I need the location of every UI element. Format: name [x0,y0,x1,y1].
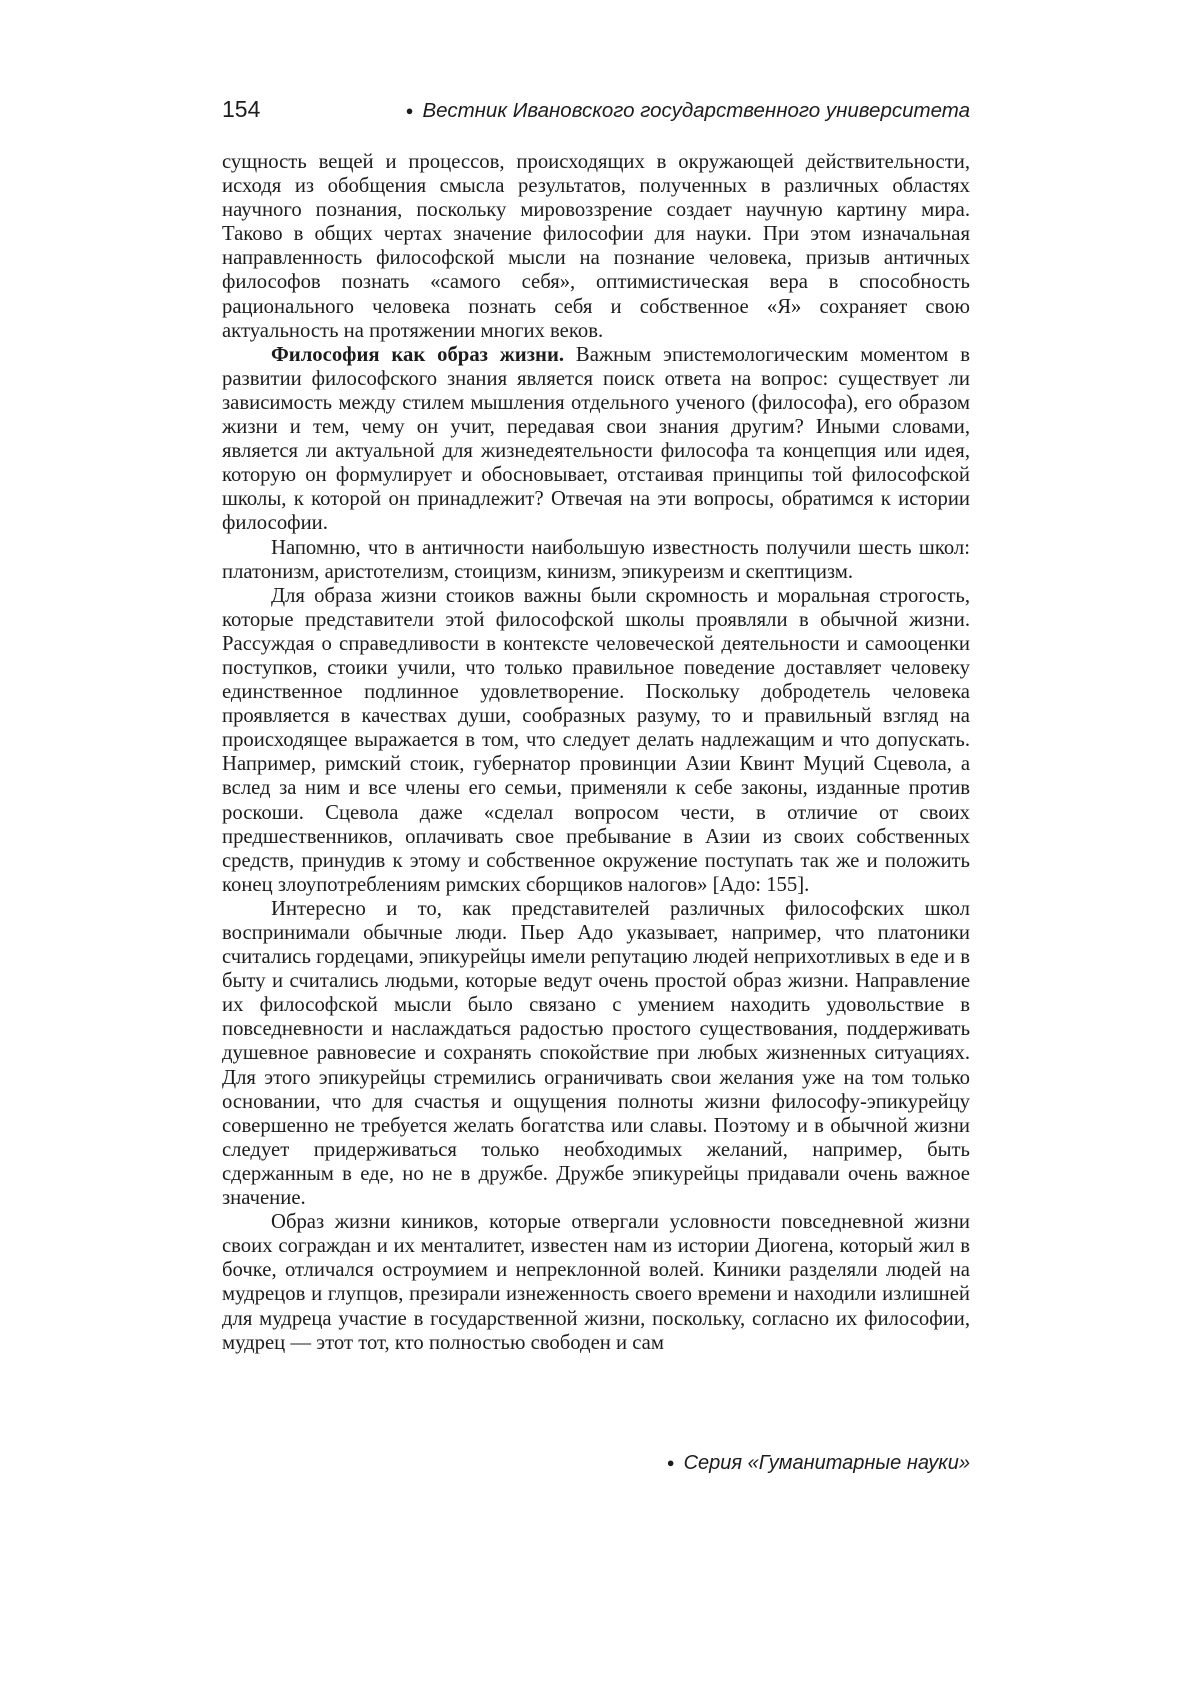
page-footer [667,1452,970,1475]
paragraph: Для образа жизни стоиков важны были скромность и моральная строгость, которые представители этой философской школы проявляли в обычной жизни. Рассуждая о справедливости в контексте человеческой деятельности и самооценки поступков, стоики учили, что только правильное поведение доставляет человеку единственное подлинное удовлетворение. Поскольку добродетель человека проявляется в качествах души, сообразных разуму, то и правильный взгляд на происходящее выражается в том, что следует делать надлежащим и что допускать. Например, римский стоик, губернатор провинции Азии Квинт Муций Сцевола, а вслед за ним и все члены его семьи, применяли к себе законы, изданные против роскоши. Сцевола даже «сделал вопросом чести, в отличие от своих предшественников, оплачивать свое пребывание в Азии из своих собственных средств, принудив к этому и собственное окружение поступать так же и положить конец злоупотреблениям римских сборщиков налогов» [Адо: 155]. [222,584,970,896]
journal-title-text: Вестник Ивановского государственного университета [422,99,970,122]
journal-running-title [406,99,970,123]
paragraph: Напомню, что в античности наибольшую известность получили шесть школ: платонизм, аристотелизм, стоицизм, кинизм, эпикуреизм и скептицизм. [222,536,970,583]
paragraph-lead: Философия как образ жизни. [271,343,576,366]
article-body [222,150,970,1355]
paragraph: Интересно и то, как представителей различных философских школ воспринимали обычные люди. Пьер Адо указывает, например, что платоники считались гордецами, эпикурейцы имели репутацию людей неприхотливых в еде и в быту и считались людьми, которые ведут очень простой образ жизни. Направление их философской мысли было связано с умением находить удовольствие в повседневности и наслаждаться радостью простого существования, поддерживать душевное равновесие и сохранять спокойствие при любых жизненных ситуациях. Для этого эпикурейцы стремились ограничивать свои желания уже на том только основании, что для счастья и ощущения полноты жизни философу-эпикурейцу совершенно не требуется желать богатства или славы. Поэтому и в обычной жизни следует придерживаться только необходимых желаний, например, быть сдержанным в еде, но не в дружбе. Дружбе эпикурейцы придавали очень важное значение. [222,897,970,1210]
paragraph: Образ жизни киников, которые отвергали условности повседневной жизни своих сограждан и их менталитет, известен нам из истории Диогена, который жил в бочке, отличался остроумием и непреклонной волей. Киники разделяли людей на мудрецов и глупцов, презирали изнеженность своего времени и находили излишней для мудреца участие в государственной жизни, поскольку, согласно их философии, мудрец — этот тот, кто полностью свободен и сам [222,1211,970,1354]
page-header [222,96,970,123]
paragraph: сущность вещей и процессов, происходящих в окружающей действительности, исходя из обобщения смысла результатов, полученных в различных областях научного познания, поскольку мировоззрение создает научную картину мира. Таково в общих чертах значение философии для науки. При этом изначальная направленность философской мысли на познание человека, призыв античных философов познать «самого себя», оптимистическая вера в способность рационального человека познать себя и собственное «Я» сохраняет свою актуальность на протяжении многих веков. [222,151,970,342]
page-number: 154 [222,96,261,122]
bullet-icon: ● [405,103,414,118]
paragraph: Философия как образ жизни. Важным эпистемологическим моментом в развитии философского знания является поиск ответа на вопрос: существует ли зависимость между стилем мышления отдельного ученого (философа), его образом жизни и тем, чему он учит, передавая свои знания другим? Иными словами, является ли актуальной для жизнедеятельности философа та концепция или идея, которую он формулирует и обосновывает, отстаивая принципы той философской школы, к которой он принадлежит? Отвечая на эти вопросы, обратимся к истории философии. [222,343,970,535]
bullet-icon: ● [666,1455,675,1470]
series-title-text: Серия «Гуманитарные науки» [683,1452,970,1474]
